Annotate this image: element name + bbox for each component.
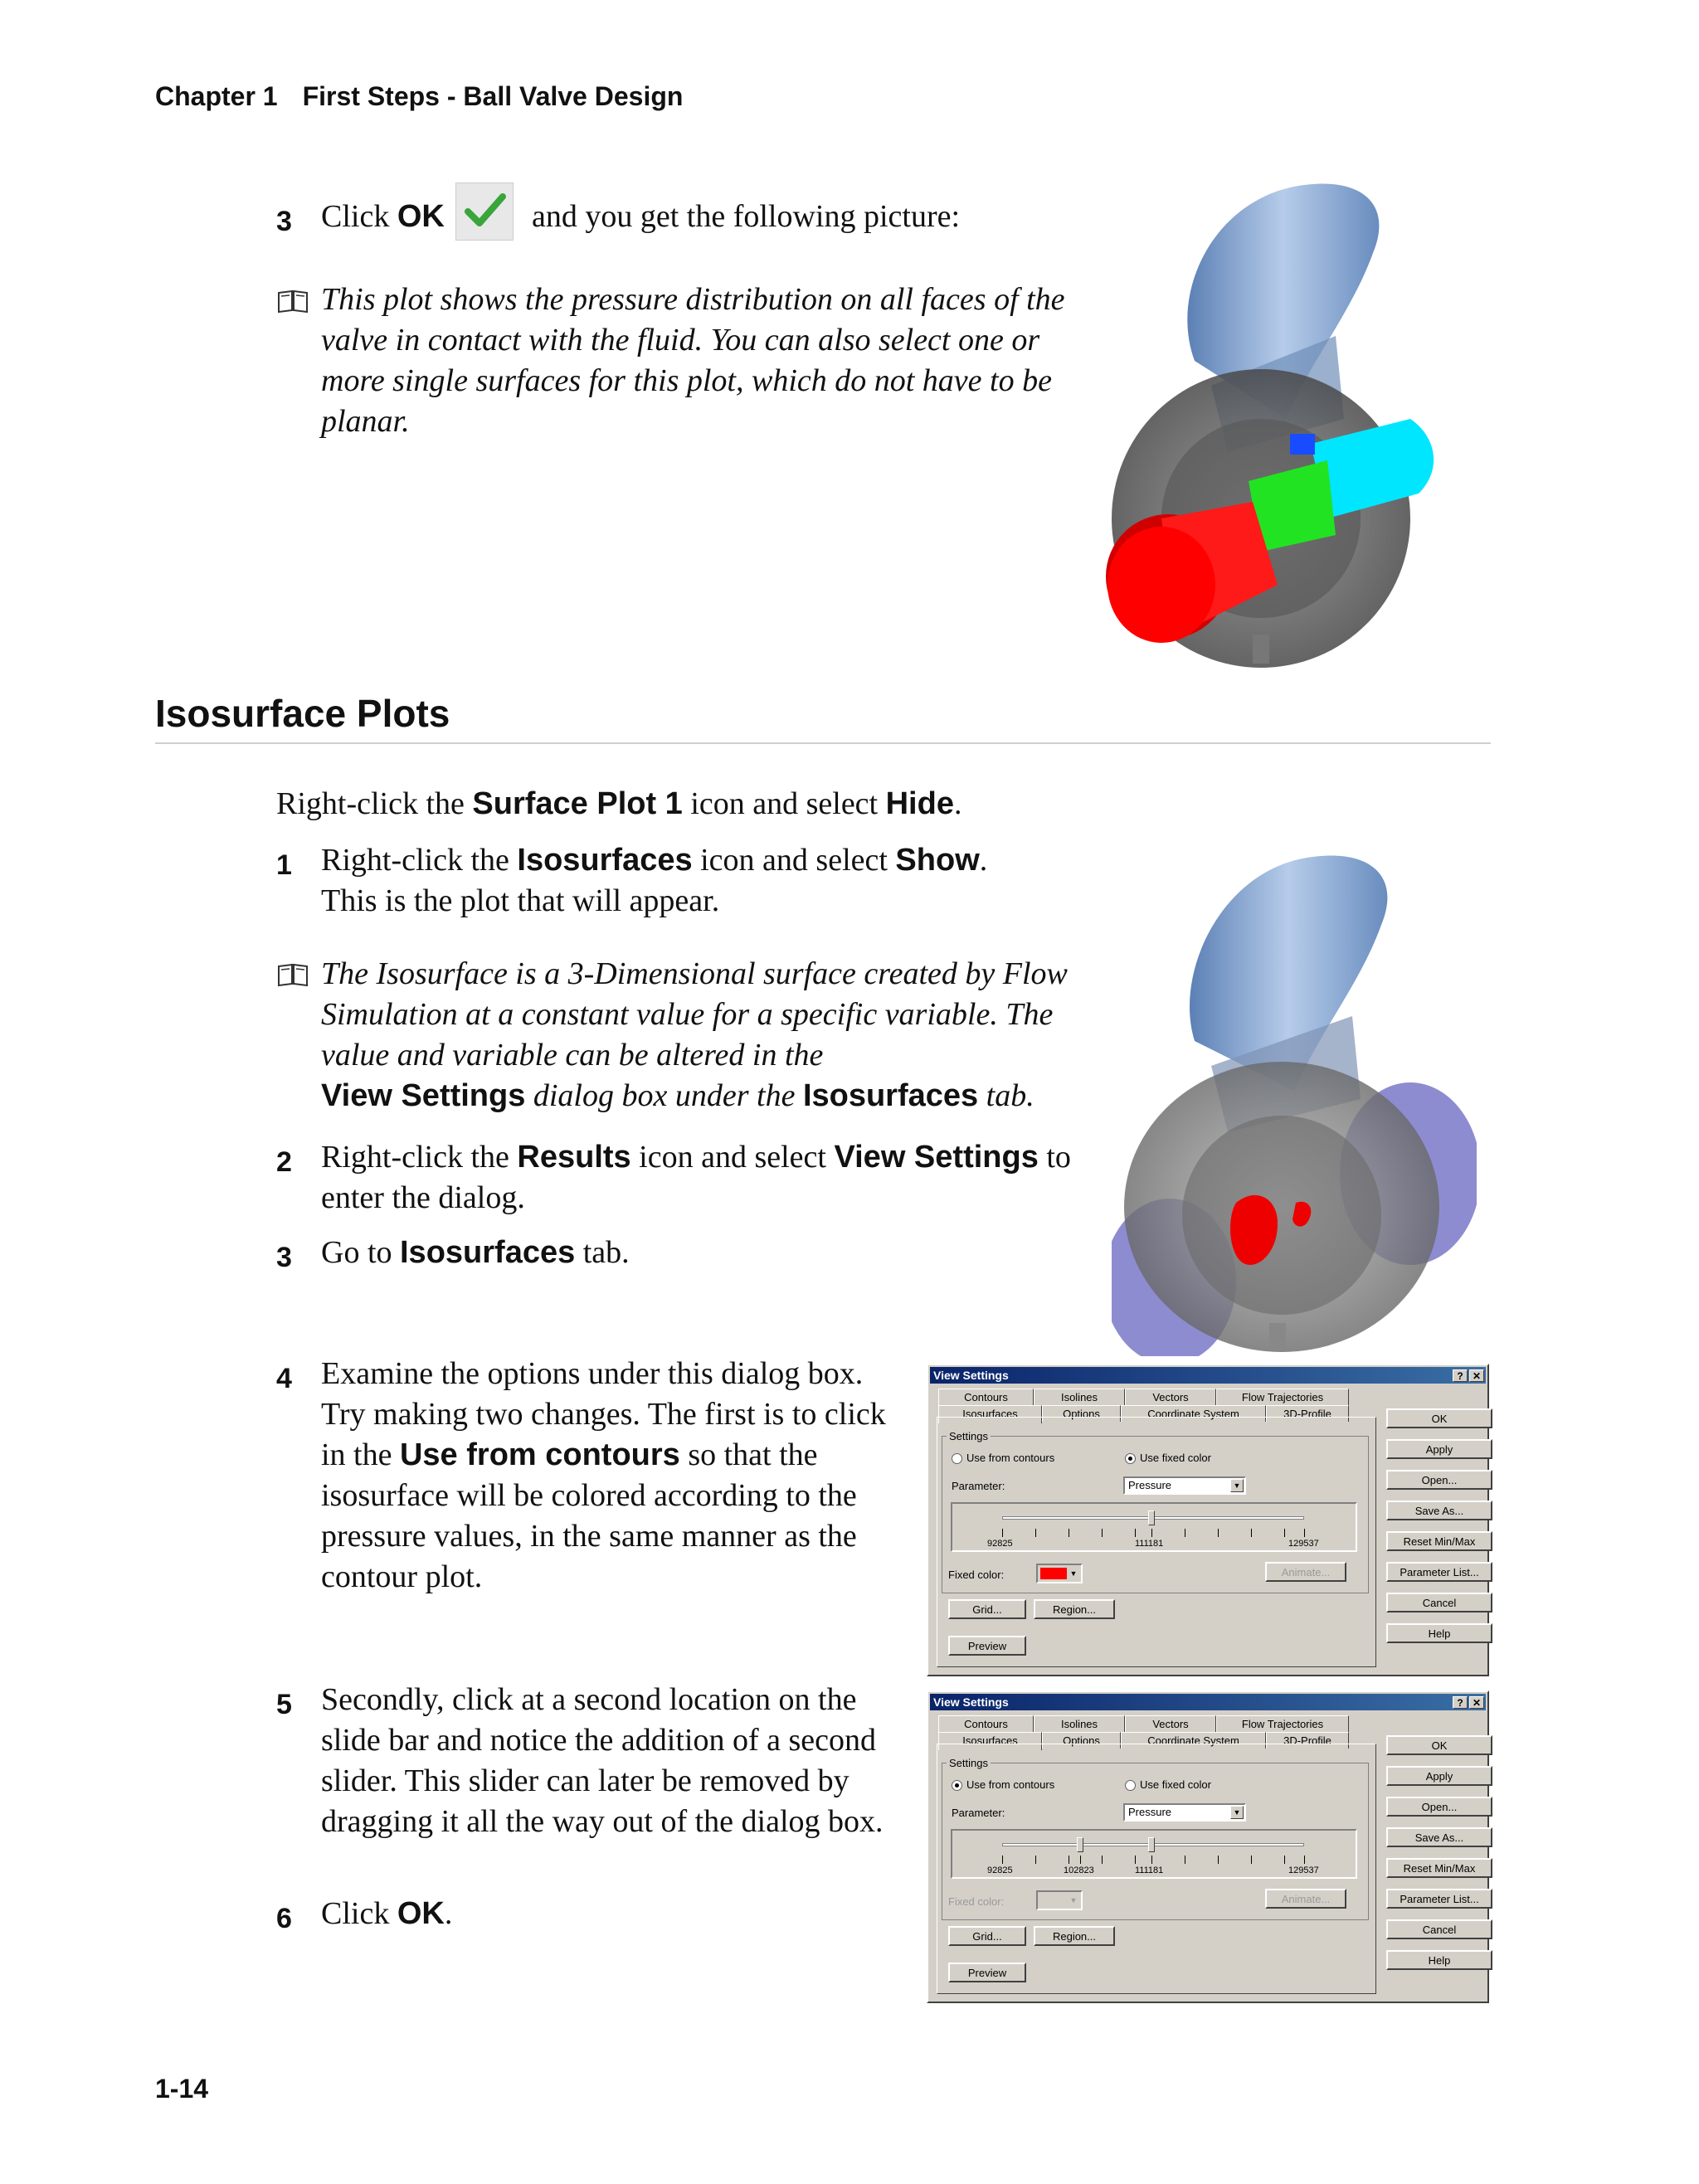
step-3b-text: Go to Isosurfaces tab.: [321, 1235, 630, 1270]
open-button[interactable]: Open...: [1386, 1797, 1492, 1817]
save-as-button[interactable]: Save As...: [1386, 1827, 1492, 1847]
preview-button[interactable]: Preview: [948, 1636, 1026, 1656]
min-value: 92825: [987, 1539, 1013, 1549]
ok-button[interactable]: OK: [1386, 1735, 1492, 1755]
tab-isosurfaces[interactable]: Isosurfaces: [938, 1732, 1042, 1750]
value-slider[interactable]: [951, 1829, 1357, 1879]
parameter-label: Parameter:: [952, 1807, 1005, 1819]
tab-isolines[interactable]: Isolines: [1034, 1715, 1125, 1732]
preview-button[interactable]: Preview: [948, 1963, 1026, 1982]
region-button[interactable]: Region...: [1034, 1599, 1115, 1619]
step-number: 4: [276, 1363, 292, 1394]
step-3-text-after: and you get the following picture:: [532, 199, 961, 234]
animate-button[interactable]: Animate...: [1265, 1889, 1346, 1909]
second-slider-thumb[interactable]: [1077, 1837, 1083, 1852]
close-icon[interactable]: ✕: [1469, 1369, 1484, 1382]
settings-label: Settings: [947, 1757, 991, 1769]
use-fixed-color-radio[interactable]: [1125, 1780, 1136, 1791]
section-rule: [155, 742, 1491, 744]
dialog-titlebar: View Settings ? ✕: [930, 1694, 1486, 1710]
help-button[interactable]: Help: [1386, 1950, 1492, 1970]
ok-button[interactable]: OK: [1386, 1408, 1492, 1428]
section-title: Isosurface Plots: [155, 692, 450, 735]
parameter-select[interactable]: Pressure ▼: [1123, 1803, 1246, 1822]
tab-isosurfaces[interactable]: Isosurfaces: [938, 1405, 1042, 1423]
ok-checkmark-icon: [455, 182, 514, 241]
tab-3d-profile[interactable]: 3D-Profile: [1266, 1732, 1349, 1749]
note-isosurface: The Isosurface is a 3-Dimensional surface created by Flow Simulation at a constant value for a specific variable. The value and variable can be altered in the View Settings dialog box under the Isosurfaces tab.: [321, 956, 1068, 1113]
intro-text: Right-click the Surface Plot 1 icon and select Hide.: [276, 786, 962, 821]
page-number: 1-14: [155, 2074, 209, 2104]
step-number: 1: [276, 849, 292, 881]
parameter-list-button[interactable]: Parameter List...: [1386, 1889, 1492, 1909]
use-from-contours-label: Use from contours: [966, 1452, 1055, 1464]
second-value: 102823: [1064, 1865, 1094, 1875]
tab-flow-trajectories[interactable]: Flow Trajectories: [1216, 1715, 1349, 1732]
tab-coordinate-system[interactable]: Coordinate System: [1121, 1732, 1266, 1749]
max-value: 129537: [1288, 1865, 1319, 1875]
use-from-contours-radio[interactable]: [952, 1780, 962, 1791]
mid-value: 111181: [1135, 1539, 1164, 1549]
tab-vectors[interactable]: Vectors: [1125, 1715, 1216, 1732]
view-settings-dialog-contours: [927, 1690, 1489, 2003]
tab-contours[interactable]: Contours: [938, 1389, 1034, 1405]
parameter-label: Parameter:: [952, 1480, 1005, 1492]
fixed-color-picker[interactable]: [1036, 1564, 1083, 1583]
use-from-contours-label: Use from contours: [966, 1778, 1055, 1791]
use-from-contours-radio[interactable]: [952, 1453, 962, 1464]
help-button[interactable]: Help: [1386, 1623, 1492, 1643]
chapter-label: Chapter 1: [155, 81, 278, 111]
settings-label: Settings: [947, 1430, 991, 1442]
book-icon: [276, 289, 309, 314]
tab-vectors[interactable]: Vectors: [1125, 1389, 1216, 1405]
animate-button[interactable]: Animate...: [1265, 1562, 1346, 1582]
parameter-list-button[interactable]: Parameter List...: [1386, 1562, 1492, 1582]
dialog-titlebar: View Settings ? ✕: [930, 1367, 1486, 1384]
chapter-title: First Steps - Ball Valve Design: [302, 81, 684, 111]
chevron-down-icon: ▼: [1069, 1569, 1078, 1578]
surface-plot-image: [1087, 170, 1460, 676]
step-number: 3: [276, 1242, 292, 1273]
step-4-text: Examine the options under this dialog box. Try making two changes. The first is to click in the Use from contours so that the isosurface will be colored according to the pressure values, in the same manner as the contour plot.: [321, 1356, 886, 1594]
open-button[interactable]: Open...: [1386, 1470, 1492, 1490]
apply-button[interactable]: Apply: [1386, 1439, 1492, 1459]
grid-button[interactable]: Grid...: [948, 1926, 1026, 1946]
fixed-color-picker[interactable]: [1036, 1890, 1083, 1910]
tab-options[interactable]: Options: [1042, 1405, 1121, 1422]
parameter-select[interactable]: Pressure ▼: [1123, 1476, 1246, 1495]
slider-thumb[interactable]: [1148, 1510, 1155, 1525]
tab-isolines[interactable]: Isolines: [1034, 1389, 1125, 1405]
slider-thumb[interactable]: [1148, 1837, 1155, 1852]
fixed-color-label: Fixed color:: [948, 1569, 1005, 1581]
max-value: 129537: [1288, 1539, 1319, 1549]
region-button[interactable]: Region...: [1034, 1926, 1115, 1946]
tab-contours[interactable]: Contours: [938, 1715, 1034, 1732]
tab-coordinate-system[interactable]: Coordinate System: [1121, 1405, 1266, 1422]
value-slider[interactable]: [951, 1502, 1357, 1552]
step-1-text: Right-click the Isosurfaces icon and select Show. This is the plot that will appear.: [321, 843, 988, 918]
chevron-down-icon: ▼: [1230, 1479, 1244, 1492]
step-3-text: Click OK: [321, 199, 445, 234]
use-fixed-color-label: Use fixed color: [1140, 1452, 1211, 1464]
tab-3d-profile[interactable]: 3D-Profile: [1266, 1405, 1349, 1422]
cancel-button[interactable]: Cancel: [1386, 1593, 1492, 1612]
note-pressure-distribution: This plot shows the pressure distribution on all faces of the valve in contact with the fluid. You can also select one or more single surfaces for this plot, which do not have to be planar.: [321, 282, 1065, 439]
ok-label: OK: [397, 199, 445, 234]
view-settings-dialog-fixed-color: [927, 1364, 1489, 1676]
isosurface-plot-image: [1112, 850, 1477, 1356]
reset-min-max-button[interactable]: Reset Min/Max: [1386, 1858, 1492, 1878]
step-number: 6: [276, 1903, 292, 1934]
min-value: 92825: [987, 1865, 1013, 1875]
cancel-button[interactable]: Cancel: [1386, 1919, 1492, 1939]
mid-value: 111181: [1135, 1865, 1164, 1875]
step-number: 2: [276, 1146, 292, 1178]
step-2-text: Right-click the Results icon and select View Settings to enter the dialog.: [321, 1140, 1071, 1215]
apply-button[interactable]: Apply: [1386, 1766, 1492, 1786]
grid-button[interactable]: Grid...: [948, 1599, 1026, 1619]
use-fixed-color-label: Use fixed color: [1140, 1778, 1211, 1791]
use-fixed-color-radio[interactable]: [1125, 1453, 1136, 1464]
chevron-down-icon: ▼: [1230, 1806, 1244, 1819]
tab-flow-trajectories[interactable]: Flow Trajectories: [1216, 1389, 1349, 1405]
reset-min-max-button[interactable]: Reset Min/Max: [1386, 1531, 1492, 1551]
step-6-text: Click OK.: [321, 1896, 453, 1931]
help-icon[interactable]: ?: [1453, 1696, 1468, 1709]
book-icon: [276, 962, 309, 987]
fixed-color-label: Fixed color:: [948, 1895, 1005, 1908]
tab-options[interactable]: Options: [1042, 1732, 1121, 1749]
chapter-header: [155, 81, 683, 112]
save-as-button[interactable]: Save As...: [1386, 1501, 1492, 1520]
step-5-text: Secondly, click at a second location on the slide bar and notice the addition of a second slider. This slider can later be removed by dragging it all the way out of the dialog box.: [321, 1682, 884, 1839]
step-number: 5: [276, 1689, 292, 1720]
close-icon[interactable]: ✕: [1469, 1696, 1484, 1709]
chevron-down-icon: ▼: [1069, 1896, 1078, 1904]
help-icon[interactable]: ?: [1453, 1369, 1468, 1382]
step-number: 3: [276, 206, 292, 237]
